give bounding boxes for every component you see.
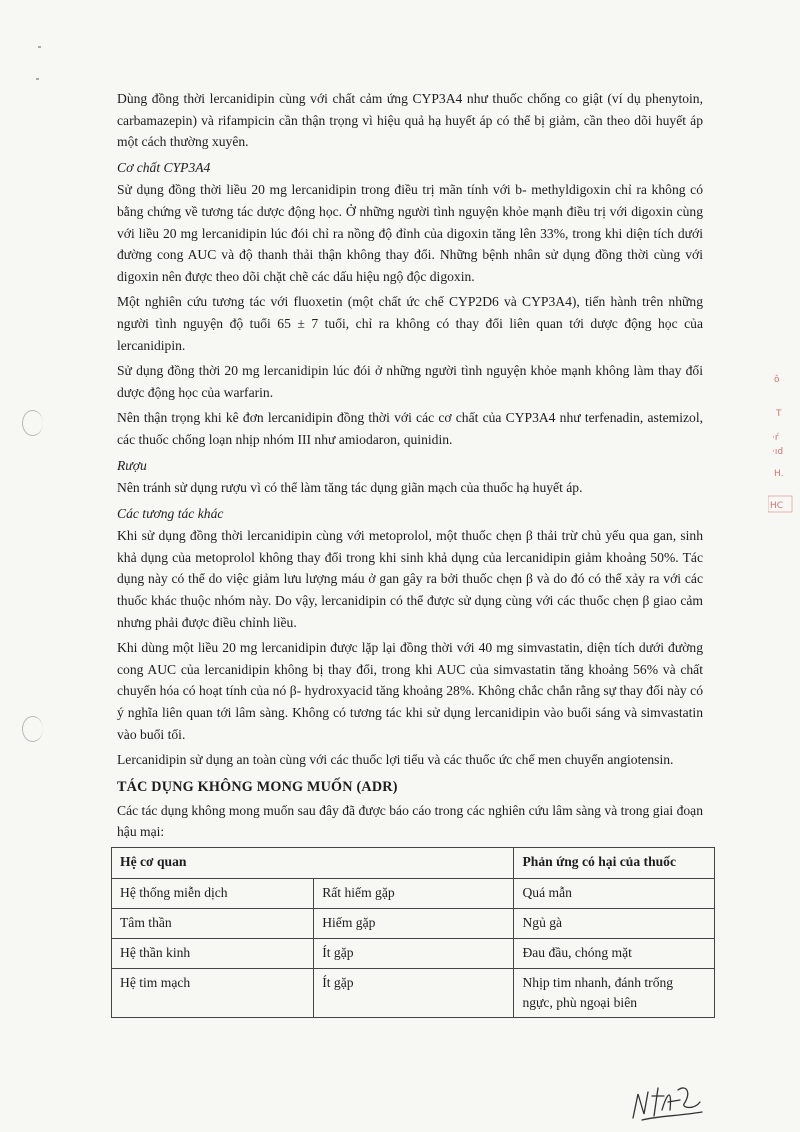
table-cell-organ-system: Tâm thần	[112, 909, 314, 939]
paragraph-adr-intro: Các tác dụng không mong muốn sau đây đã được báo cáo trong các nghiên cứu lâm sàng và trong giai đoạn hậu mại:	[117, 802, 703, 840]
table-cell-frequency: Ít gặp	[314, 939, 514, 969]
table-cell-organ-system: Hệ tim mạch	[112, 969, 314, 1018]
svg-text:·ŕ: ·ŕ	[772, 433, 779, 443]
subheading-alcohol: Rượu	[117, 457, 147, 473]
subheading-cyp3a4-substrates: Cơ chất CYP3A4	[117, 159, 211, 175]
handwritten-signature	[628, 1080, 708, 1125]
table-cell-organ-system: Hệ thống miễn dịch	[112, 879, 314, 909]
svg-text:·ıd: ·ıd	[772, 447, 784, 457]
paragraph-diuretics: Lercanidipin sử dụng an toàn cùng với các thuốc lợi tiểu và các thuốc ức chế men chuyển angiotensin.	[117, 752, 674, 768]
table-row	[112, 879, 715, 909]
subheading-other-interactions: Các tương tác khác	[117, 505, 224, 521]
table-cell-reaction: Quá mẫn	[514, 879, 715, 909]
punch-hole-upper	[22, 410, 43, 436]
svg-text:T: T	[776, 409, 782, 419]
table-cell-organ-system: Hệ thần kinh	[112, 939, 314, 969]
punch-hole-lower	[22, 716, 43, 742]
paragraph-simvastatin: Khi dùng một liều 20 mg lercanidipin được lặp lại đồng thời với 40 mg simvastatin, diện tích dưới đường cong AUC của lercanidipin không bị thay đổi, trong khi AUC của simvastatin tăng khoảng 56% và chất chuyển hóa có hoạt tính của nó β- hydroxyacid tăng khoảng 28%. Không chắc chắn rằng sự thay đổi này có ý nghĩa liên quan tới lâm sàng. Không có tương tác khi sử dụng lercanidipin vào buổi sáng và simvastatin vào buổi tối.	[117, 640, 703, 742]
paragraph-inducers: Dùng đồng thời lercanidipin cùng với chất cảm ứng CYP3A4 như thuốc chống co giật (ví dụ phenytoin, carbamazepin) và rifampicin cần thận trọng vì hiệu quả hạ huyết áp có thể bị giảm, cần theo dõi huyết áp một cách thường xuyên.	[117, 91, 703, 150]
table-cell-reaction: Ngủ gà	[514, 909, 715, 939]
svg-text:ô: ô	[774, 375, 780, 385]
document-body	[117, 88, 703, 847]
scan-speck	[38, 46, 41, 48]
table-cell-reaction: Đau đầu, chóng mặt	[514, 939, 715, 969]
paragraph-warfarin: Sử dụng đồng thời 20 mg lercanidipin lúc đói ở những người tình nguyện khỏe mạnh không làm thay đổi dược động học của warfarin.	[117, 363, 703, 400]
table-cell-frequency: Ít gặp	[314, 969, 514, 1018]
table-cell-frequency: Hiếm gặp	[314, 909, 514, 939]
table-header-row	[112, 848, 715, 879]
table-cell-frequency: Rất hiếm gặp	[314, 879, 514, 909]
scan-speck	[36, 78, 39, 80]
adr-table	[111, 847, 715, 1018]
svg-text:HC: HC	[770, 501, 784, 511]
paragraph-digoxin: Sử dụng đồng thời liều 20 mg lercanidipin trong điều trị mãn tính với b- methyldigoxin chỉ ra không có bằng chứng về tương tác dược động học. Ở những người tình nguyện khỏe mạnh điều trị với digoxin cùng với liều 20 mg lercanidipin lúc đói chỉ ra nồng độ đỉnh của digoxin tăng lên 33%, trong khi diện tích dưới đường cong AUC và độ thanh thải thận không thay đổi. Những bệnh nhân sử dụng đồng thời cùng với digoxin nên được theo dõi chặt chẽ các dấu hiệu ngộ độc digoxin.	[117, 182, 703, 284]
table-header-adverse-reaction: Phản ứng có hại của thuốc	[514, 848, 715, 879]
table-cell-reaction: Nhịp tim nhanh, đánh trống ngực, phù ngoại biên	[514, 969, 715, 1018]
table-row	[112, 969, 715, 1018]
table-header-organ-system: Hệ cơ quan	[112, 848, 514, 879]
paragraph-metoprolol: Khi sử dụng đồng thời lercanidipin cùng với metoprolol, một thuốc chẹn β thải trừ chủ yếu qua gan, sinh khả dụng của metoprolol không thay đổi trong khi sinh khả dụng của lercanidipin giảm khoảng 50%. Tác dụng này có thể do việc giảm lưu lượng máu ở gan gây ra bởi thuốc chẹn β và do đó có thể xảy ra với các thuốc khác thuộc nhóm này. Do vậy, lercanidipin có thể được sử dụng cùng với các thuốc chẹn β giao cảm nhưng phải được điều chỉnh liều.	[117, 528, 703, 630]
table-row	[112, 909, 715, 939]
paragraph-fluoxetin: Một nghiên cứu tương tác với fluoxetin (một chất ức chế CYP2D6 và CYP3A4), tiến hành trên những người tình nguyện độ tuổi 65 ± 7 tuổi, chỉ ra không có thay đổi liên quan tới dược động học của lercanidipin.	[117, 294, 703, 353]
margin-stamp	[768, 368, 796, 518]
table-row	[112, 939, 715, 969]
section-heading-adr: TÁC DỤNG KHÔNG MONG MUỐN (ADR)	[117, 778, 398, 795]
paragraph-alcohol: Nên tránh sử dụng rượu vì có thể làm tăng tác dụng giãn mạch của thuốc hạ huyết áp.	[117, 480, 583, 496]
paragraph-caution-substrates: Nên thận trọng khi kê đơn lercanidipin đồng thời với các cơ chất của CYP3A4 như terfenadin, astemizol, các thuốc chống loạn nhịp nhóm III như amiodaron, quinidin.	[117, 410, 703, 447]
svg-text:H.: H.	[774, 469, 784, 479]
